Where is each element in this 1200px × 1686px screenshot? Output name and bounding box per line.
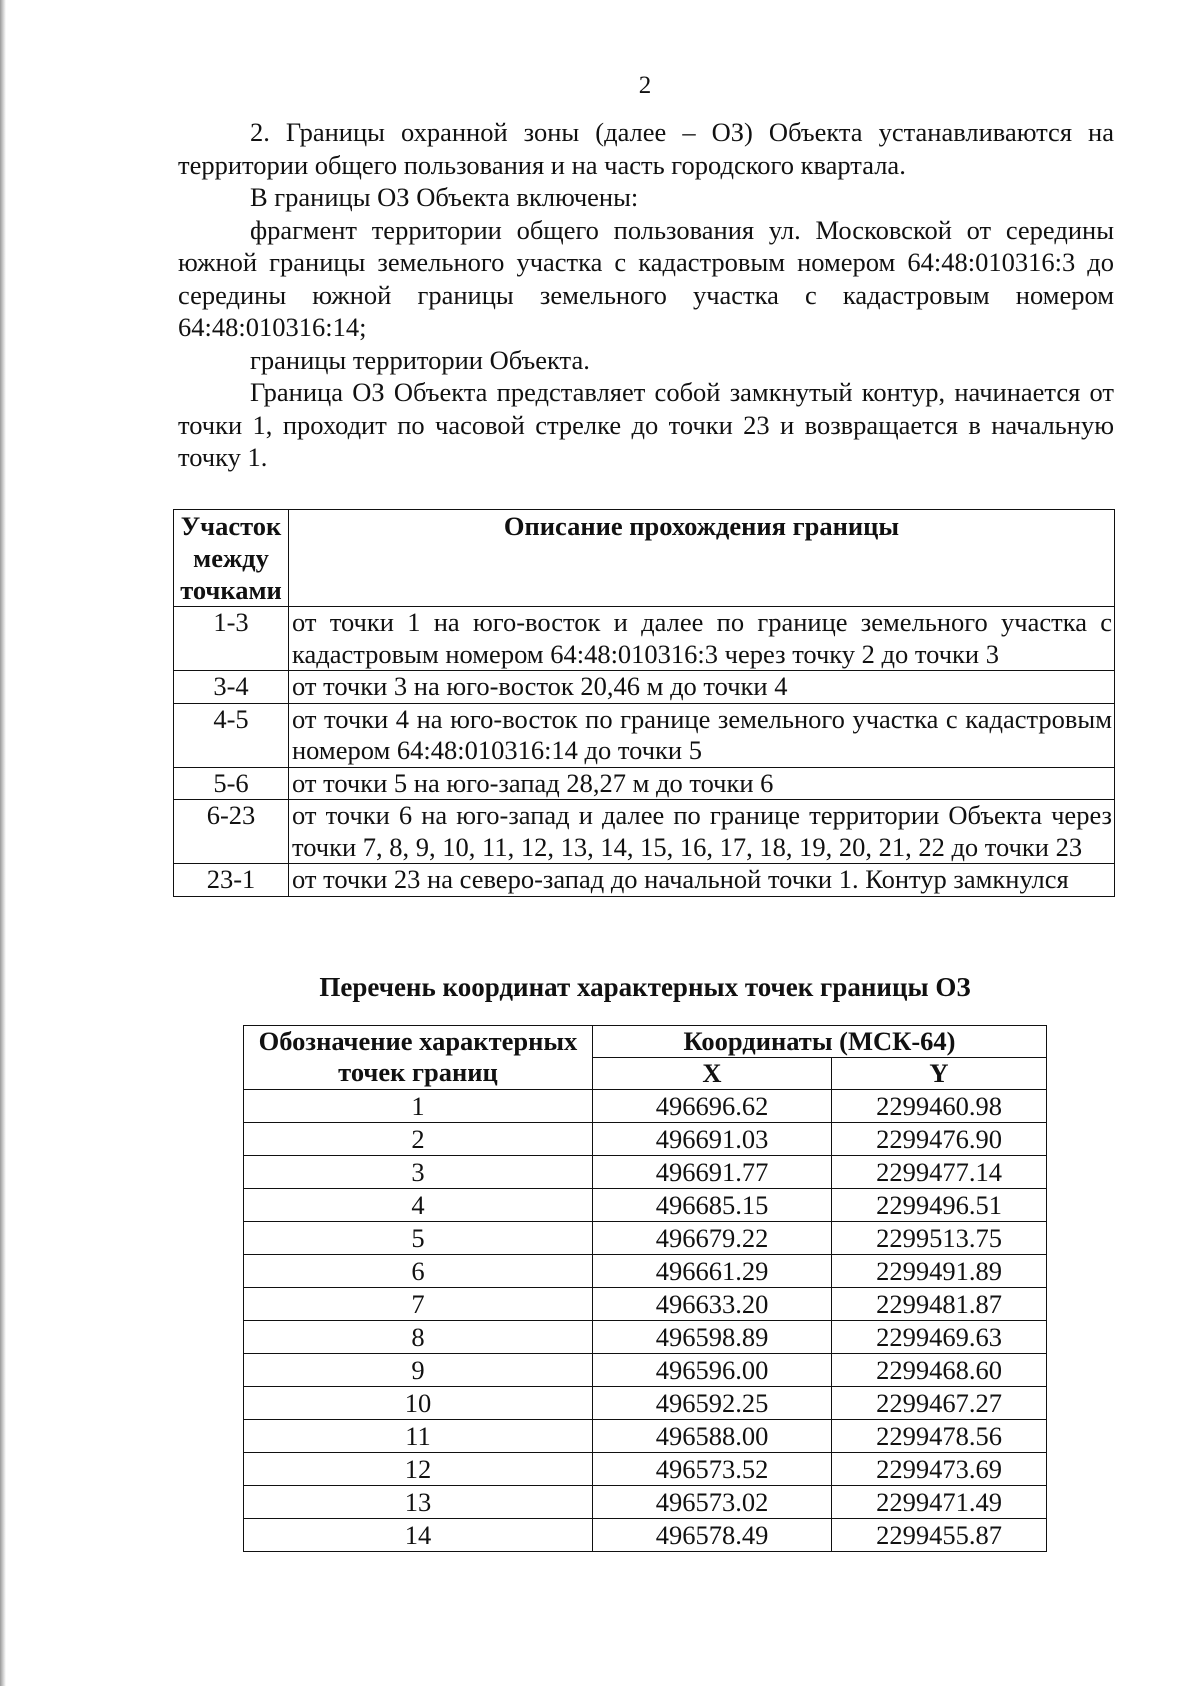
x-cell: 496573.02 (593, 1486, 832, 1519)
y-cell: 2299477.14 (832, 1156, 1047, 1189)
y-cell: 2299496.51 (832, 1189, 1047, 1222)
coordinates-title: Перечень координат характерных точек границы ОЗ (319, 972, 971, 1002)
y-cell: 2299455.87 (832, 1519, 1047, 1552)
table-row (174, 864, 1115, 897)
point-cell: 6 (244, 1255, 593, 1288)
segment-cell: 3-4 (174, 671, 289, 704)
boundary-description-table (173, 509, 1115, 897)
description-cell: от точки 3 на юго-восток 20,46 м до точки 4 (289, 671, 1115, 704)
table-row (244, 1486, 1047, 1519)
table-row (244, 1354, 1047, 1387)
table-row (244, 1090, 1047, 1123)
point-cell: 7 (244, 1288, 593, 1321)
x-cell: 496592.25 (593, 1387, 832, 1420)
table-row (244, 1519, 1047, 1552)
x-cell: 496588.00 (593, 1420, 832, 1453)
table-row (244, 1321, 1047, 1354)
point-cell: 3 (244, 1156, 593, 1189)
y-cell: 2299513.75 (832, 1222, 1047, 1255)
table-row (244, 1288, 1047, 1321)
x-cell: 496661.29 (593, 1255, 832, 1288)
point-cell: 8 (244, 1321, 593, 1354)
point-cell: 9 (244, 1354, 593, 1387)
description-cell: от точки 5 на юго-запад 28,27 м до точки 6 (289, 767, 1115, 800)
point-cell: 13 (244, 1486, 593, 1519)
page-number: 2 (638, 72, 652, 99)
table-row (244, 1453, 1047, 1486)
paragraph-oz-boundaries: 2. Границы охранной зоны (далее – ОЗ) Объекта устанавливаются на территории общего пользования и на часть городского квартала. (178, 117, 1114, 180)
paragraph-contour: Граница ОЗ Объекта представляет собой замкнутый контур, начинается от точки 1, проходит по часовой стрелке до точки 23 и возвращается в начальную точку 1. (178, 377, 1114, 472)
x-cell: 496598.89 (593, 1321, 832, 1354)
segment-cell: 5-6 (174, 767, 289, 800)
table-header-row (244, 1026, 1047, 1058)
point-cell: 1 (244, 1090, 593, 1123)
paragraph-object-territory: границы территории Объекта. (250, 344, 590, 375)
table-row (174, 703, 1115, 767)
point-cell: 5 (244, 1222, 593, 1255)
description-cell: от точки 23 на северо-запад до начальной точки 1. Контур замкнулся (289, 864, 1115, 897)
x-cell: 496633.20 (593, 1288, 832, 1321)
table-row (244, 1189, 1047, 1222)
body-text (178, 116, 1114, 474)
x-cell: 496696.62 (593, 1090, 832, 1123)
point-cell: 4 (244, 1189, 593, 1222)
y-cell: 2299473.69 (832, 1453, 1047, 1486)
x-cell: 496685.15 (593, 1189, 832, 1222)
y-cell: 2299460.98 (832, 1090, 1047, 1123)
x-cell: 496679.22 (593, 1222, 832, 1255)
x-cell: 496691.03 (593, 1123, 832, 1156)
header-description: Описание прохождения границы (289, 510, 1115, 607)
point-cell: 11 (244, 1420, 593, 1453)
description-cell: от точки 4 на юго-восток по границе земельного участка с кадастровым номером 64:48:010316:14 до точки 5 (289, 703, 1115, 767)
table-row (174, 607, 1115, 671)
paragraph-fragment: фрагмент территории общего пользования ул. Московской от середины южной границы земельного участка с кадастровым номером 64:48:010316:3 до середины южной границы земельного участка с кадастровым номером 64:48:010316:14; (178, 214, 1114, 342)
y-cell: 2299468.60 (832, 1354, 1047, 1387)
point-cell: 2 (244, 1123, 593, 1156)
header-x: X (593, 1058, 832, 1090)
table-header-row (174, 510, 1115, 607)
description-cell: от точки 1 на юго-восток и далее по границе земельного участка с кадастровым номером 64:48:010316:3 через точку 2 до точки 3 (289, 607, 1115, 671)
table-row (174, 800, 1115, 864)
table-row (244, 1387, 1047, 1420)
x-cell: 496573.52 (593, 1453, 832, 1486)
y-cell: 2299491.89 (832, 1255, 1047, 1288)
y-cell: 2299471.49 (832, 1486, 1047, 1519)
table-row (244, 1222, 1047, 1255)
point-cell: 10 (244, 1387, 593, 1420)
table-row (244, 1123, 1047, 1156)
segment-cell: 6-23 (174, 800, 289, 864)
y-cell: 2299478.56 (832, 1420, 1047, 1453)
description-cell: от точки 6 на юго-запад и далее по границе территории Объекта через точки 7, 8, 9, 10, 11, 12, 13, 14, 15, 16, 17, 18, 19, 20, 21, 22 до точки 23 (289, 800, 1115, 864)
table-row (244, 1255, 1047, 1288)
header-points: Обозначение характерных точек границ (244, 1026, 593, 1090)
x-cell: 496578.49 (593, 1519, 832, 1552)
segment-cell: 1-3 (174, 607, 289, 671)
y-cell: 2299467.27 (832, 1387, 1047, 1420)
coordinates-table-body (244, 1090, 1047, 1552)
scan-edge-shadow (0, 0, 6, 1686)
point-cell: 14 (244, 1519, 593, 1552)
paragraph-included-intro: В границы ОЗ Объекта включены: (250, 182, 639, 212)
table-row (244, 1420, 1047, 1453)
header-segment: Участок между точками (174, 510, 289, 607)
y-cell: 2299469.63 (832, 1321, 1047, 1354)
segment-cell: 23-1 (174, 864, 289, 897)
x-cell: 496596.00 (593, 1354, 832, 1387)
x-cell: 496691.77 (593, 1156, 832, 1189)
point-cell: 12 (244, 1453, 593, 1486)
table-row (174, 767, 1115, 800)
segment-cell: 4-5 (174, 703, 289, 767)
header-y: Y (832, 1058, 1047, 1090)
coordinates-table (243, 1025, 1047, 1552)
y-cell: 2299476.90 (832, 1123, 1047, 1156)
y-cell: 2299481.87 (832, 1288, 1047, 1321)
table-row (174, 671, 1115, 704)
header-coordinates: Координаты (МСК-64) (593, 1026, 1047, 1058)
table-row (244, 1156, 1047, 1189)
